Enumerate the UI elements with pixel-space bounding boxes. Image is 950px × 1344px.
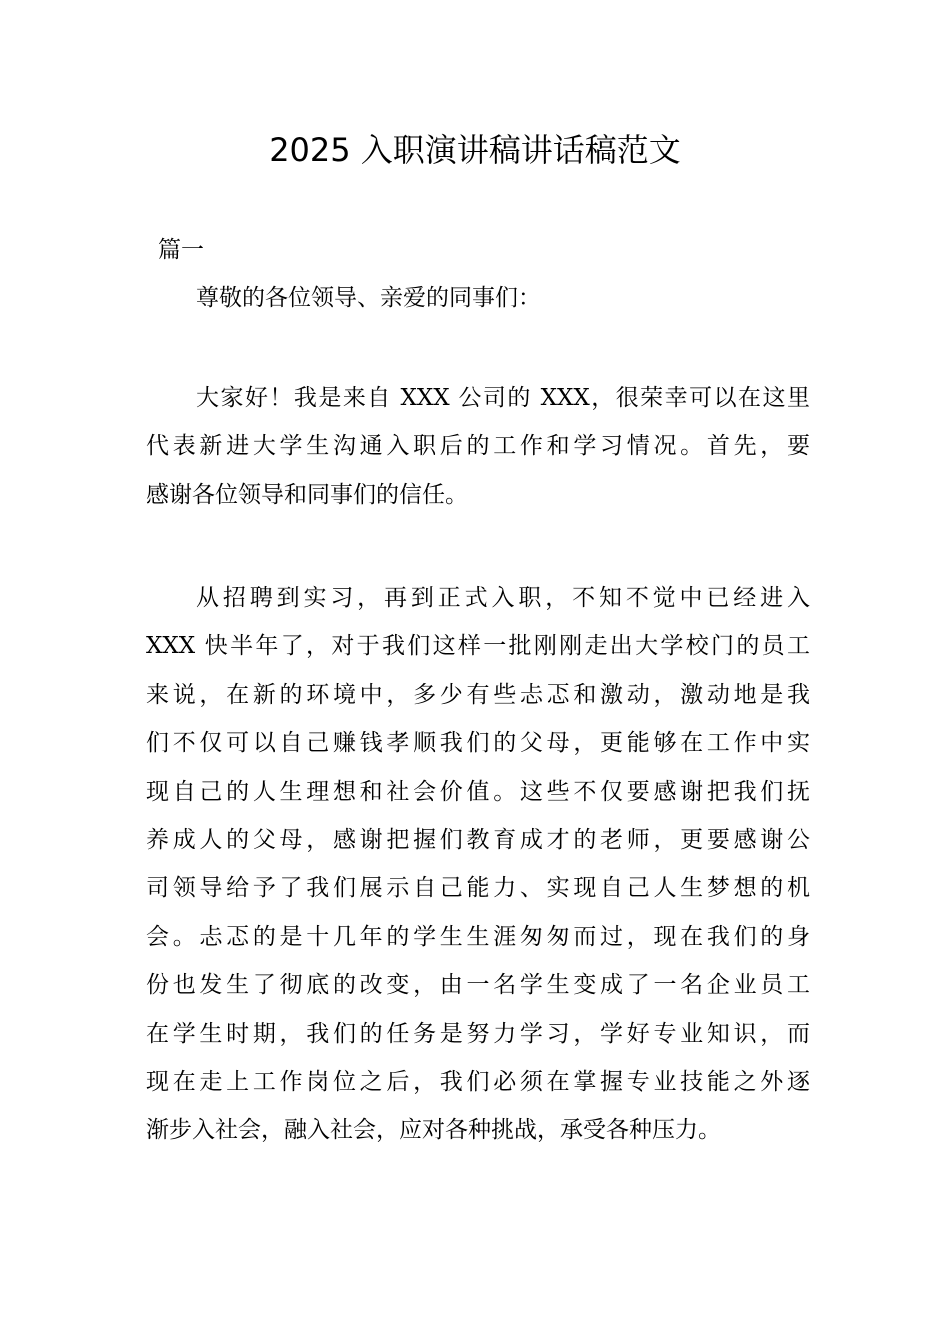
paragraph-line: 现在走上工作岗位之后，我们必须在掌握专业技能之外逐 — [146, 1069, 810, 1096]
paragraph-line: 从招聘到实习，再到正式入职，不知不觉中已经进入 — [196, 585, 810, 611]
paragraph-1 — [146, 374, 810, 519]
paragraph-2 — [146, 574, 810, 1155]
paragraph-line: 感谢各位领导和同事们的信任。 — [146, 481, 468, 508]
paragraph-line: 代表新进大学生沟通入职后的工作和学习情况。首先，要 — [146, 433, 810, 460]
paragraph-line: 份也发生了彻底的改变，由一名学生变成了一名企业员工 — [146, 972, 810, 999]
greeting-line: 尊敬的各位领导、亲爱的同事们： — [196, 285, 541, 311]
paragraph-line: 在学生时期，我们的任务是努力学习，学好专业知识，而 — [146, 1020, 810, 1047]
paragraph-line: 渐步入社会，融入社会，应对各种挑战，承受各种压力。 — [146, 1117, 721, 1144]
paragraph-line: 司领导给予了我们展示自己能力、实现自己人生梦想的机 — [146, 875, 810, 902]
section-label: 篇一 — [158, 237, 204, 263]
paragraph-line: 现自己的人生理想和社会价值。这些不仅要感谢把我们抚 — [146, 778, 810, 805]
paragraph-line: 们不仅可以自己赚钱孝顺我们的父母，更能够在工作中实 — [146, 730, 810, 757]
paragraph-line: 会。忐忑的是十几年的学生生涯匆匆而过，现在我们的身 — [146, 923, 810, 950]
paragraph-line: 养成人的父母，感谢把握们教育成才的老师，更要感谢公 — [146, 827, 810, 854]
document-title: 2025 入职演讲稿讲话稿范文 — [269, 131, 681, 169]
paragraph-line: XXX 快半年了，对于我们这样一批刚刚走出大学校门的员工 — [146, 633, 810, 660]
paragraph-line: 大家好！我是来自 XXX 公司的 XXX，很荣幸可以在这里 — [196, 385, 810, 411]
paragraph-line: 来说，在新的环境中，多少有些忐忑和激动，激动地是我 — [146, 681, 810, 708]
